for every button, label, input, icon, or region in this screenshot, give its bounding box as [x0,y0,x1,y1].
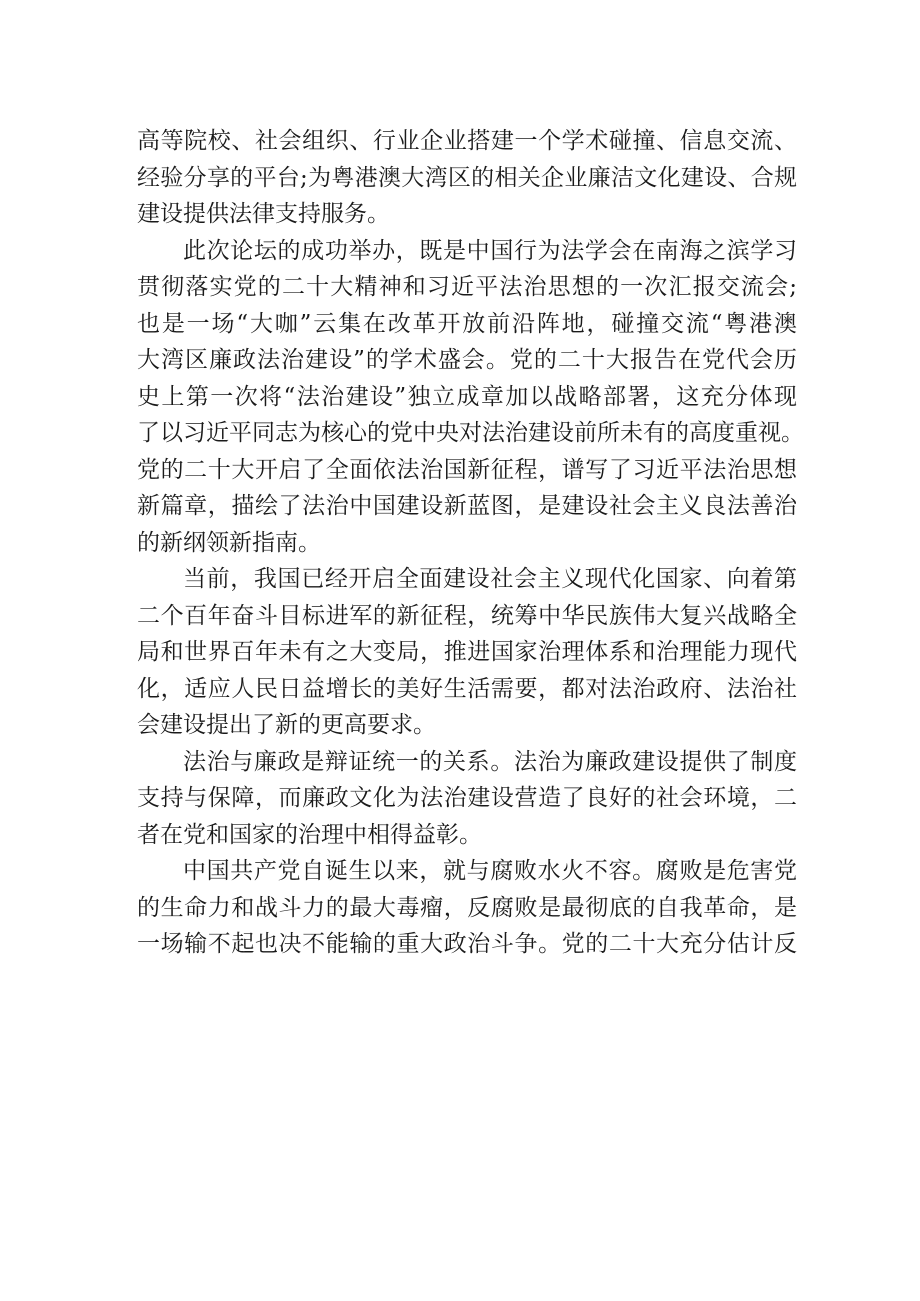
paragraph-line: 新篇章，描绘了法治中国建设新蓝图，是建设社会主义良法善治 [137,493,797,519]
paragraph-line: 者在党和国家的治理中相得益彰。 [137,821,482,848]
paragraph-line: 史上第一次将“法治建设”独立成章加以战略部署，这充分体现 [137,383,797,410]
paragraph-5 [137,853,797,963]
paragraph-1 [137,123,797,233]
paragraph-line: 当前，我国已经开启全面建设社会主义现代化国家、向着第 [183,566,797,592]
paragraph-line: 的新纲领新指南。 [137,529,321,556]
paragraph-line: 法治与廉政是辩证统一的关系。法治为廉政建设提供了制度 [183,748,797,775]
paragraph-line: 建设提供法律支持服务。 [137,201,390,227]
paragraph-line: 的生命力和战斗力的最大毒瘤，反腐败是最彻底的自我革命，是 [137,894,797,921]
paragraph-line: 党的二十大开启了全面依法治国新征程，谱写了习近平法治思想 [137,456,797,483]
paragraph-line: 了以习近平同志为核心的党中央对法治建设前所未有的高度重视。 [137,420,804,446]
paragraph-2 [137,233,804,562]
paragraph-line: 会建设提出了新的更高要求。 [137,712,436,738]
paragraph-4 [137,744,797,854]
paragraph-line: 大湾区廉政法治建设”的学术盛会。党的二十大报告在党代会历 [137,347,797,373]
paragraph-line: 二个百年奋斗目标进军的新征程，统筹中华民族伟大复兴战略全 [137,602,797,629]
document-body [137,123,804,963]
paragraph-line: 化，适应人民日益增长的美好生活需要，都对法治政府、法治社 [137,675,797,702]
paragraph-line: 高等院校、社会组织、行业企业搭建一个学术碰撞、信息交流、 [137,128,797,154]
paragraph-line: 经验分享的平台;为粤港澳大湾区的相关企业廉洁文化建设、合规 [137,164,797,191]
paragraph-line: 中国共产党自诞生以来，就与腐败水火不容。腐败是危害党 [183,858,797,884]
paragraph-line: 贯彻落实党的二十大精神和习近平法治思想的一次汇报交流会; [137,274,797,300]
paragraph-line: 此次论坛的成功举办，既是中国行为法学会在南海之滨学习 [183,237,797,264]
paragraph-3 [137,561,797,744]
paragraph-line: 一场输不起也决不能输的重大政治斗争。党的二十大充分估计反 [137,931,797,957]
paragraph-line: 局和世界百年未有之大变局，推进国家治理体系和治理能力现代 [137,639,797,665]
paragraph-line: 也是一场“大咖”云集在改革开放前沿阵地，碰撞交流“粤港澳 [137,310,797,337]
paragraph-line: 支持与保障，而廉政文化为法治建设营造了良好的社会环境，二 [137,785,797,811]
